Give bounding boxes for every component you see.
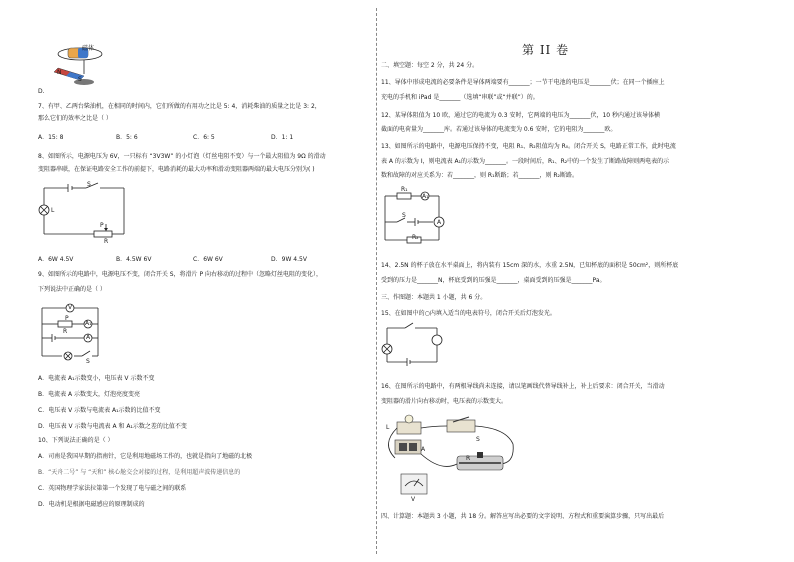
left-column	[0, 0, 380, 562]
q7-option-b: B．5: 6	[116, 134, 138, 141]
q13-a-label: A	[437, 219, 442, 226]
q7-stem-line1: 7、有甲、乙两台柴油机，在相同的时间内，它们所做的有用功之比是 5: 4，消耗柴油的质量之比是 3: 2，	[38, 103, 321, 110]
q9-stem-line2: 下列说法中正确的是（ ）	[38, 286, 106, 293]
magnet-figure	[40, 38, 110, 88]
section-3-heading: 三、作图题：本题共 1 小题，共 6 分。	[381, 294, 487, 301]
q7-option-a: A．15: 8	[38, 134, 64, 141]
q8-lamp-label: L	[51, 207, 55, 214]
q8-switch-label: S	[87, 181, 91, 188]
q9-voltmeter-label: V	[68, 304, 73, 311]
q10-option-d: D．电动机是根据电磁感应的原理制成的	[38, 501, 145, 508]
q9-option-b: B．电流表 A 示数变大，灯泡亮度变亮	[38, 391, 141, 398]
q16-lamp-label: L	[386, 424, 390, 431]
q16-line1: 16、在图所示的电路中，有两根导线尚未连接，请以笔画线代替导线补上，补上后要求：闭合开关，当滑动	[381, 383, 665, 390]
q13-line1: 13、如图所示的电路中，电源电压保持不变，电阻 R₁、R₂阻值均为 R₀。闭合开关 S，电路正常工作，此时电流	[381, 143, 676, 150]
q12-line1: 12、某导体阻值为 10 欧，通过它的电流为 0.3 安时，它两端的电压为_______伏，10 秒内通过该导体横	[381, 112, 660, 119]
q8-option-b: B．4.5W 6V	[116, 256, 152, 263]
q7-option-c: C．6: 5	[193, 134, 215, 141]
q8-rheostat-label: R	[104, 238, 109, 245]
q14-line2: 受到的压力是_______N，杯底受到的压强是_______，桌面受到的压强是_______Pa。	[381, 277, 606, 284]
magnet-pole-n: N	[57, 69, 62, 76]
q14-line1: 14、2.5N 的杯子放在水平桌面上，将内装有 15cm 深的水，水重 2.5N，已知杯底的面积是 50cm²，则所杯底	[381, 262, 679, 269]
q12-line2: 截面的电荷量为_______库。若通过该导体的电流变为 0.6 安时，它的电阻为_______欧。	[381, 126, 617, 133]
q9-option-d: D．电压表 V 示数与电流表 A 和 A₁示数之差的比值不变	[38, 423, 187, 430]
q9-ammeter-a-label: A	[86, 334, 91, 341]
q7-stem-line2: 那么它们的效率之比是（ ）	[38, 115, 112, 122]
option-d-label: D.	[38, 88, 45, 95]
q16-physical-circuit	[381, 414, 521, 504]
q9-stem-line1: 9、如图所示的电路中，电源电压不变，闭合开关 S，将滑片 P 向右移动的过程中（忽略灯丝电阻的变化），	[38, 271, 322, 278]
q13-a1-label: A₁	[422, 193, 429, 200]
q8-option-c: C．6W 6V	[193, 256, 223, 263]
q15-text: 15、在如图中的○内填入适当的电表符号，闭合开关后灯泡发光。	[381, 310, 556, 317]
section-title: 第 II 卷	[522, 43, 570, 57]
q13-r2-label: R₂	[412, 234, 419, 241]
q16-line2: 变阻器的滑片向右移动时，电压表的示数变大。	[381, 398, 508, 405]
q9-slider-label: P	[65, 315, 69, 322]
q11-line2: 充电的手机和 iPad 是_______（选填“串联”或“并联”）的。	[381, 94, 539, 101]
q16-ammeter-label: A	[421, 446, 426, 453]
q9-circuit-diagram	[38, 300, 108, 365]
magnet-pole-s: S	[78, 76, 82, 83]
q11-line1: 11、导体中形成电流的必要条件是导体两端要有_______；一节干电池的电压是_______伏；在同一个插座上	[381, 79, 665, 86]
q10-stem: 10、下列说法正确的是（ ）	[38, 437, 114, 444]
q8-stem-line2: 变阻器串联，在保证电路安全工作的前提下，电路消耗的最大功率和滑动变阻器两端的最大电压分别为( )	[38, 166, 315, 173]
q7-option-d: D．1: 1	[271, 134, 294, 141]
q8-slider-label: P	[100, 222, 104, 229]
q16-voltmeter-label: V	[411, 496, 416, 503]
q13-r1-label: R₁	[401, 186, 408, 193]
magnet-label: 磁体	[82, 45, 95, 52]
q16-rheostat-label: R	[466, 455, 471, 462]
q13-line3: 数和故障的对应关系为：若_______，则 R₁断路；若_______，则 R₂断路。	[381, 172, 578, 179]
q10-option-b: B．“天舟二号” 与 “天和” 核心舱交会对接的过程，是利用超声波传递信息的	[38, 469, 241, 476]
q8-stem-line1: 8、如图所示，电源电压为 6V，一只标有 “3V3W” 的小灯泡（灯丝电阻不变）与一个最大阻值为 9Ω 的滑动	[38, 153, 326, 160]
q9-option-a: A．电流表 A₁示数变小，电压表 V 示数不变	[38, 375, 155, 382]
q10-option-c: C．英国物理学家法拉第第一个发现了电与磁之间的联系	[38, 485, 187, 492]
q13-switch-label: S	[402, 212, 406, 219]
q9-option-c: C．电压表 V 示数与电流表 A₁示数的比值不变	[38, 407, 161, 414]
q10-option-a: A．司南是我国早期的指南针，它是利用地磁场工作的，也就是指向了地磁的北极	[38, 453, 253, 460]
section-2-heading: 二、填空题：每空 2 分，共 24 分。	[381, 62, 479, 69]
q15-circuit-diagram	[381, 320, 451, 370]
section-4-heading: 四、计算题：本题共 3 小题，共 18 分。解答应写出必要的文字说明、方程式和重要演算步骤，只写出最后	[381, 513, 665, 520]
q16-switch-label: S	[476, 436, 480, 443]
q13-line2: 表 A 的示数为 I，则电流表 A₁的示数为_______。一段时间后，R₁、R₂中的一个发生了断路故障则两电表的示	[381, 158, 670, 165]
q8-option-a: A．6W 4.5V	[38, 256, 74, 263]
q9-rheostat-label: R	[63, 328, 68, 335]
q9-switch-label: S	[86, 358, 90, 365]
q9-ammeter-a1-label: A₁	[85, 320, 92, 327]
q8-option-d: D．9W 4.5V	[271, 256, 307, 263]
